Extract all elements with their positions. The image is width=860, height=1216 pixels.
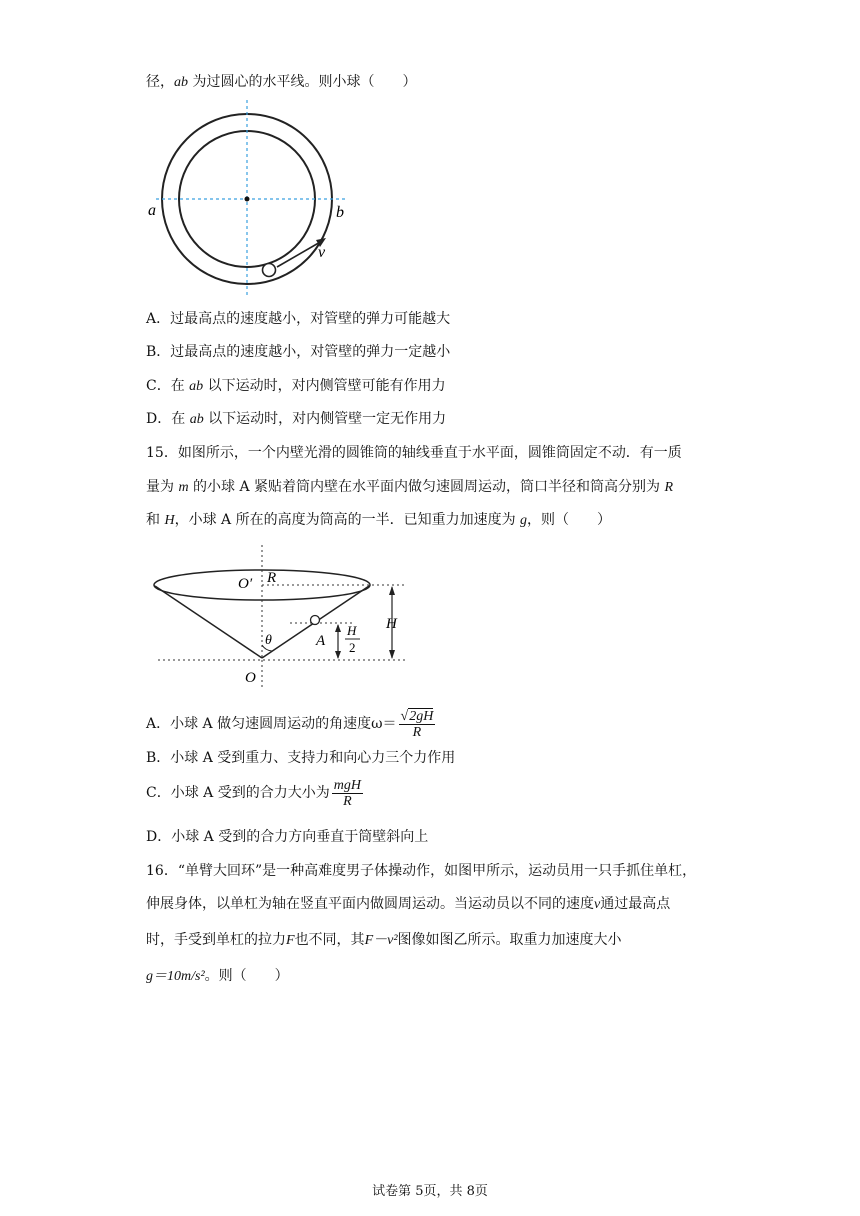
label-half-H-den: 2 xyxy=(349,640,356,655)
q15-g: g xyxy=(520,513,528,528)
tube-figure xyxy=(140,100,360,295)
q14-option-a-text: A．过最高点的速度越小，对管壁的弹力可能越大 xyxy=(146,311,451,327)
q16-v: v xyxy=(594,897,601,912)
q15-m: m xyxy=(178,480,189,495)
page-footer: 试卷第 5页，共 8页 xyxy=(372,1184,488,1199)
H-arrow-top xyxy=(389,586,395,595)
q15-R: R xyxy=(664,480,674,495)
q16-line2-b: 通过最高点 xyxy=(600,896,671,912)
half-H-arrow-bottom xyxy=(335,651,341,659)
q16-line3-a: 时，手受到单杠的拉力 xyxy=(146,932,286,948)
label-A: A xyxy=(316,633,326,649)
q14-option-d-ab: ab xyxy=(189,412,204,427)
q14-option-c-pre: C．在 xyxy=(146,378,190,394)
cone-figure xyxy=(150,545,420,693)
H-arrow-bottom xyxy=(389,650,395,659)
q15-option-d-text: D．小球 A 受到的合力方向垂直于筒壁斜向上 xyxy=(146,829,429,845)
q16-line-1 xyxy=(146,861,696,881)
q15-line2-b: 的小球 A 紧贴着筒内壁在水平面内做匀速圆周运动，筒口半径和筒高分别为 xyxy=(188,479,665,495)
q16-line1-text: 16．“单臂大回环”是一种高难度男子体操动作，如图甲所示，运动员用一只手抓住单杠， xyxy=(146,863,697,879)
intro-line xyxy=(146,72,416,93)
q15-line3-b: ，小球 A 所在的高度为筒高的一半．已知重力加速度为 xyxy=(174,512,521,528)
q16-line2-a: 伸展身体，以单杠为轴在竖直平面内做圆周运动。当运动员以不同的速度 xyxy=(146,896,594,912)
cone-left-wall xyxy=(155,586,262,658)
q16-line3-c: 图像如图乙所示。取重力加速度大小 xyxy=(397,932,622,948)
intro-post: 为过圆心的水平线。则小球（ ） xyxy=(188,74,417,90)
q15-option-a-num: 2gH xyxy=(409,708,434,724)
q15-option-a xyxy=(146,705,435,743)
half-H-arrow-top xyxy=(335,624,341,632)
ball xyxy=(263,264,276,277)
label-half-H-num: H xyxy=(347,623,357,638)
q15-line-3 xyxy=(146,510,611,531)
q14-option-b xyxy=(146,342,450,362)
label-b: b xyxy=(336,204,344,221)
label-theta: θ xyxy=(265,633,272,648)
label-R: R xyxy=(267,570,277,586)
q15-line-1 xyxy=(146,443,682,463)
q15-option-a-text: A．小球 A 做匀速圆周运动的角速度ω＝ xyxy=(146,716,397,732)
q14-option-a xyxy=(146,309,450,329)
label-v: v xyxy=(318,244,326,261)
q16-line-2 xyxy=(146,894,670,915)
q16-g-value: g＝10m/s² xyxy=(146,969,205,984)
label-O: O xyxy=(245,670,256,686)
q16-line4-b: 。则（ ） xyxy=(204,968,289,984)
label-a: a xyxy=(148,202,156,219)
q15-option-a-fraction: $\frac{√2gH}{R}$ xyxy=(400,708,434,740)
q16-F: F xyxy=(286,933,295,948)
intro-ab: ab xyxy=(174,75,188,90)
q16-line-3 xyxy=(146,930,622,951)
q15-option-b xyxy=(146,748,455,768)
q15-line3-c: ，则（ ） xyxy=(527,512,612,528)
q15-option-c-text: C．小球 A 受到的合力大小为 xyxy=(146,785,330,801)
q16-line-4 xyxy=(146,966,289,987)
velocity-arrow xyxy=(277,241,322,267)
center-dot xyxy=(245,197,250,202)
q14-option-c-ab: ab xyxy=(189,379,204,394)
q14-option-d-post: 以下运动时，对内侧管壁一定无作用力 xyxy=(203,411,447,427)
label-H: H xyxy=(386,616,397,632)
q15-line3-a: 和 xyxy=(146,512,165,528)
q15-line2-a: 量为 xyxy=(146,479,179,495)
q14-option-d-pre: D．在 xyxy=(146,411,190,427)
label-O-top: O′ xyxy=(238,576,253,592)
q15-option-c xyxy=(146,774,363,812)
q15-option-a-den: R xyxy=(412,724,422,740)
intro-pre: 径， xyxy=(146,74,174,90)
q15-option-d xyxy=(146,827,428,847)
ball-a xyxy=(311,616,320,625)
q16-line3-b: 也不同，其 xyxy=(294,932,365,948)
q15-option-c-num: mgH xyxy=(333,777,361,793)
q15-option-b-text: B．小球 A 受到重力、支持力和向心力三个力作用 xyxy=(146,750,456,766)
q14-option-b-text: B．过最高点的速度越小，对管壁的弹力一定越小 xyxy=(146,344,451,360)
q15-line1-text: 15．如图所示，一个内壁光滑的圆锥筒的轴线垂直于水平面，圆锥筒固定不动．有一质 xyxy=(146,445,682,461)
q14-option-c xyxy=(146,376,446,397)
q15-option-c-fraction xyxy=(332,778,363,809)
q15-line-2 xyxy=(146,477,673,498)
q15-H: H xyxy=(164,513,175,528)
q15-option-c-den: R xyxy=(343,793,352,809)
q14-option-d xyxy=(146,409,446,430)
q14-option-c-post: 以下运动时，对内侧管壁可能有作用力 xyxy=(203,378,446,394)
q16-Fv2: F－v² xyxy=(364,933,398,948)
